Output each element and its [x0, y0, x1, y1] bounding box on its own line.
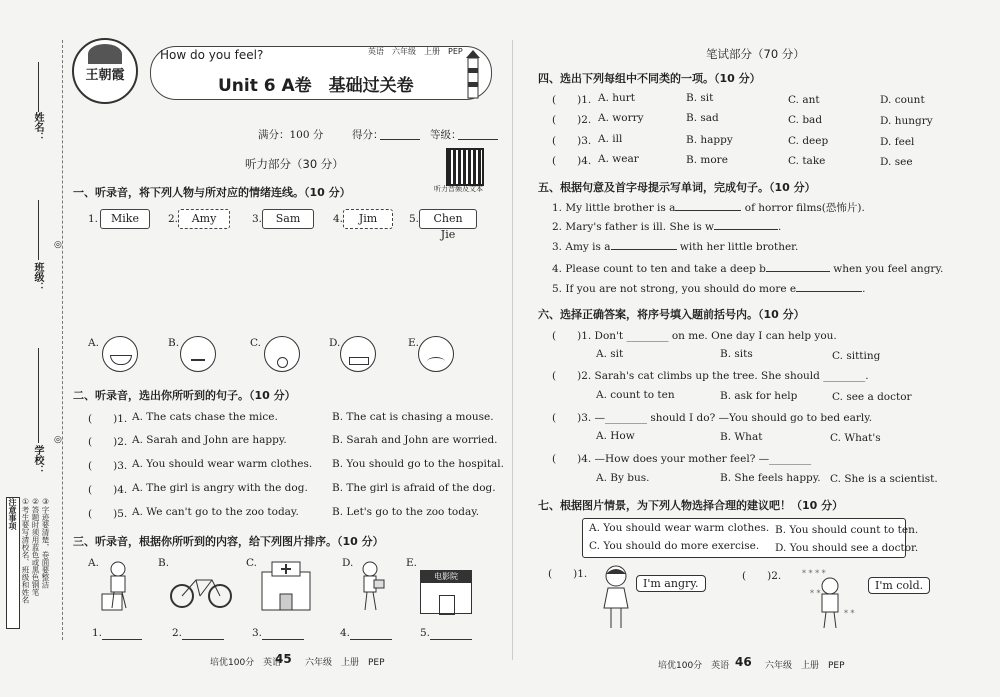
brand-logo — [72, 38, 138, 104]
s4-q1-a: A. hurt — [598, 92, 636, 104]
section-1-title: 一、听录音，将下列人物与所对应的情绪连线。（10 分） — [73, 186, 351, 199]
s4-q2-b: B. sad — [686, 112, 719, 124]
s4-q4-c: C. take — [788, 155, 826, 167]
book-meta: 英语 六年级 上册 PEP — [368, 47, 463, 56]
qr-code-icon[interactable] — [446, 148, 484, 186]
class-label: 班级： — [32, 262, 43, 292]
s5-q4: 4. Please count to ten and take a deep b when you feel angry. — [552, 263, 944, 275]
face-label-d: D. — [329, 337, 341, 349]
name-box-mike[interactable]: Mike — [100, 209, 150, 229]
name-box-amy[interactable]: Amy — [178, 209, 230, 229]
school-line — [38, 348, 39, 443]
written-section-title: 笔试部分（70 分） — [706, 47, 805, 61]
s4-q2-a: A. worry — [598, 112, 644, 124]
face-label-c: C. — [250, 337, 261, 349]
s4-q3-b: B. happy — [686, 134, 733, 146]
level-label: 等级： — [430, 129, 462, 141]
s6-q2[interactable]: ( )2. Sarah's cat climbs up the tree. She should ________. — [552, 370, 869, 382]
s2-q3-num[interactable]: ( )3. — [88, 460, 128, 472]
face-label-b: B. — [168, 337, 180, 349]
s4-q4-a: A. wear — [598, 153, 639, 165]
binding-dot-icon: ◎ — [54, 435, 62, 445]
s5-q5: 5. If you are not strong, you should do more e . — [552, 283, 866, 295]
level-field[interactable] — [458, 139, 498, 140]
worried-face-icon[interactable] — [180, 336, 216, 372]
s2-q1-num[interactable]: ( )1. — [88, 413, 128, 425]
s2-q3-option-a: A. You should wear warm clothes. — [132, 458, 313, 470]
s4-q4-num[interactable]: ( )4. — [552, 155, 592, 167]
boy-with-box-icon[interactable] — [100, 560, 136, 612]
name-num-5: 5. — [409, 213, 420, 225]
section-3-title: 三、听录音，根据你所听到的内容，给下列图片排序。（10 分） — [73, 535, 384, 548]
cinema-sign: 电影院 — [421, 571, 471, 583]
notice-2: ②答题时须用蓝色或黑色钢笔 — [31, 497, 40, 596]
score-field[interactable] — [380, 139, 420, 140]
name-num-4: 4. — [333, 213, 344, 225]
pic-label-d: D. — [342, 557, 354, 569]
left-footer-brand: 培优100分 英语 — [210, 658, 282, 668]
s2-q4-option-b: B. The girl is afraid of the dog. — [332, 482, 496, 494]
crying-face-icon[interactable] — [418, 336, 454, 372]
cold-boy-icon — [800, 566, 864, 632]
notice-3: ③字迹要清楚，卷面要整洁 — [41, 497, 50, 589]
right-footer-grade: 六年级 上册 PEP — [765, 661, 845, 671]
left-footer-grade: 六年级 上册 PEP — [305, 658, 385, 668]
name-num-2: 2. — [168, 213, 179, 225]
laughing-face-icon[interactable] — [102, 336, 138, 372]
svg-text:* *: * * — [844, 609, 855, 618]
s4-q3-num[interactable]: ( )3. — [552, 135, 592, 147]
section-5-title: 五、根据句意及首字母提示写单词，完成句子。（10 分） — [538, 181, 816, 194]
cinema-door — [439, 595, 455, 615]
section-4-title: 四、选出下列每组中不同类的一项。（10 分） — [538, 72, 761, 85]
svg-text:* *: * * — [810, 589, 821, 598]
binding-line — [62, 40, 63, 640]
s4-q3-c: C. deep — [788, 135, 829, 147]
s6-q4[interactable]: ( )4. —How does your mother feel? —________ — [552, 453, 812, 465]
boy-walking-icon[interactable] — [356, 560, 386, 612]
s2-q5-option-a: A. We can't go to the zoo today. — [132, 506, 299, 518]
s4-q2-d: D. hungry — [880, 115, 933, 127]
face-label-a: A. — [88, 337, 99, 349]
s5-q1: 1. My little brother is a of horror films(恐怖片). — [552, 202, 865, 214]
order-blank-2[interactable] — [182, 639, 224, 640]
notice-title: 注意事项 — [8, 498, 17, 530]
class-line — [38, 200, 39, 260]
s6-q1-a: A. sit — [596, 348, 624, 360]
listening-section-title: 听力部分（30 分） — [245, 157, 344, 171]
hospital-icon[interactable] — [258, 560, 314, 612]
s4-q1-b: B. sit — [686, 92, 714, 104]
s7-option-c: C. You should do more exercise. — [589, 540, 760, 552]
s6-q3-a: A. How — [596, 430, 635, 442]
s4-q1-d: D. count — [880, 94, 925, 106]
s5-q3: 3. Amy is a with her little brother. — [552, 241, 799, 253]
lighthouse-icon — [458, 50, 488, 102]
binding-dot-icon: ◎ — [54, 240, 62, 250]
order-num-4: 4. — [340, 627, 351, 639]
s4-q4-b: B. more — [686, 154, 728, 166]
s2-q5-num[interactable]: ( )5. — [88, 508, 128, 520]
notice-box — [6, 497, 20, 629]
s5-q3-blank[interactable] — [611, 249, 677, 250]
s6-q1-b: B. sits — [720, 348, 753, 360]
s4-q2-c: C. bad — [788, 114, 823, 126]
right-footer-brand: 培优100分 英语 — [658, 661, 730, 671]
s6-q3-b: B. What — [720, 431, 763, 443]
s4-q2-num[interactable]: ( )2. — [552, 114, 592, 126]
face-label-e: E. — [408, 337, 420, 349]
qr-caption: 听力音频及文本 — [434, 185, 483, 193]
s7-option-a: A. You should wear warm clothes. — [589, 522, 770, 534]
s4-q3-d: D. feel — [880, 136, 915, 148]
order-blank-1[interactable] — [102, 639, 142, 640]
name-label: 姓名： — [32, 112, 43, 142]
s6-q2-c: C. see a doctor — [832, 391, 912, 403]
s4-q1-num[interactable]: ( )1. — [552, 94, 592, 106]
name-num-3: 3. — [252, 213, 263, 225]
logo-text: 王朝霞 — [85, 68, 125, 83]
order-blank-4[interactable] — [350, 639, 392, 640]
name-box-sam[interactable]: Sam — [262, 209, 314, 229]
s6-q4-c: C. She is a scientist. — [830, 473, 938, 485]
s2-q2-num[interactable]: ( )2. — [88, 436, 128, 448]
full-score: 满分：100 分 — [258, 129, 324, 141]
order-num-5: 5. — [420, 627, 431, 639]
s5-q2-blank[interactable] — [714, 229, 778, 230]
s2-q2-option-a: A. Sarah and John are happy. — [132, 434, 287, 446]
s2-q4-option-a: A. The girl is angry with the dog. — [132, 482, 308, 494]
s6-q4-a: A. By bus. — [596, 472, 650, 484]
score-label: 得分： — [352, 129, 384, 141]
s7-q1-num[interactable]: ( )1. — [548, 568, 588, 580]
left-page-number: 45 — [275, 652, 292, 666]
s4-q4-d: D. see — [880, 156, 913, 168]
order-blank-3[interactable] — [262, 639, 304, 640]
name-num-1: 1. — [88, 213, 99, 225]
notice-1: ①考生要写清校名、班级和姓名 — [21, 497, 30, 604]
s5-q5-blank[interactable] — [796, 291, 862, 292]
s6-q2-a: A. count to ten — [596, 389, 675, 401]
unit-title: Unit 6 A卷 基础过关卷 — [218, 76, 414, 96]
right-page-number: 46 — [735, 655, 752, 669]
s6-q3[interactable]: ( )3. —________ should I do? —You should go to bed early. — [552, 412, 873, 424]
options-box — [582, 518, 919, 558]
s2-q1-option-a: A. The cats chase the mice. — [132, 411, 278, 423]
s7-option-b: B. You should count to ten. — [775, 524, 919, 536]
s2-q2-option-b: B. Sarah and John are worried. — [332, 434, 498, 446]
section-7-title: 七、根据图片情景，为下列人物选择合理的建议吧！（10 分） — [538, 499, 844, 512]
section-2-title: 二、听录音，选出你所听到的句子。（10 分） — [73, 389, 296, 402]
svg-text:* * * *: * * * * — [802, 569, 826, 578]
s2-q4-num[interactable]: ( )4. — [88, 484, 128, 496]
order-num-3: 3. — [252, 627, 263, 639]
speech-bubble-cold: I'm cold. — [868, 577, 930, 594]
s6-q3-c: C. What's — [830, 432, 881, 444]
logo-portrait-icon — [88, 44, 122, 64]
s4-q1-c: C. ant — [788, 94, 820, 106]
s2-q1-option-b: B. The cat is chasing a mouse. — [332, 411, 494, 423]
school-label: 学校： — [32, 445, 43, 475]
s2-q3-option-b: B. You should go to the hospital. — [332, 458, 505, 470]
name-line — [38, 62, 39, 112]
lesson-subtitle: How do you feel? — [160, 48, 264, 62]
order-blank-5[interactable] — [430, 639, 472, 640]
angry-girl-icon — [598, 564, 634, 630]
bicycle-icon[interactable] — [170, 570, 232, 610]
scared-face-icon[interactable] — [264, 336, 300, 372]
order-num-1: 1. — [92, 627, 103, 639]
s5-q4-blank[interactable] — [766, 271, 830, 272]
section-6-title: 六、选择正确答案，将序号填入题前括号内。（10 分） — [538, 308, 805, 321]
s5-q1-blank[interactable] — [675, 210, 741, 211]
name-box-chen-jie[interactable]: Chen Jie — [419, 209, 477, 229]
order-num-2: 2. — [172, 627, 183, 639]
speech-bubble-angry: I'm angry. — [636, 575, 706, 592]
s6-q2-b: B. ask for help — [720, 390, 798, 402]
s7-q2-num[interactable]: ( )2. — [742, 570, 782, 582]
s6-q1-c: C. sitting — [832, 350, 881, 362]
angry-face-icon[interactable] — [340, 336, 376, 372]
page-divider — [512, 40, 513, 660]
s6-q4-b: B. She feels happy. — [720, 472, 821, 484]
s4-q3-a: A. ill — [598, 133, 623, 145]
name-box-jim[interactable]: Jim — [343, 209, 393, 229]
pic-label-a: A. — [88, 557, 99, 569]
cinema-building-icon[interactable] — [420, 570, 472, 614]
s6-q1[interactable]: ( )1. Don't ________ on me. One day I can help you. — [552, 330, 837, 342]
s7-option-d: D. You should see a doctor. — [775, 542, 919, 554]
s5-q2: 2. Mary's father is ill. She is w . — [552, 221, 782, 233]
pic-label-e: E. — [406, 557, 418, 569]
s2-q5-option-b: B. Let's go to the zoo today. — [332, 506, 480, 518]
pic-label-c: C. — [246, 557, 257, 569]
pic-label-b: B. — [158, 557, 170, 569]
